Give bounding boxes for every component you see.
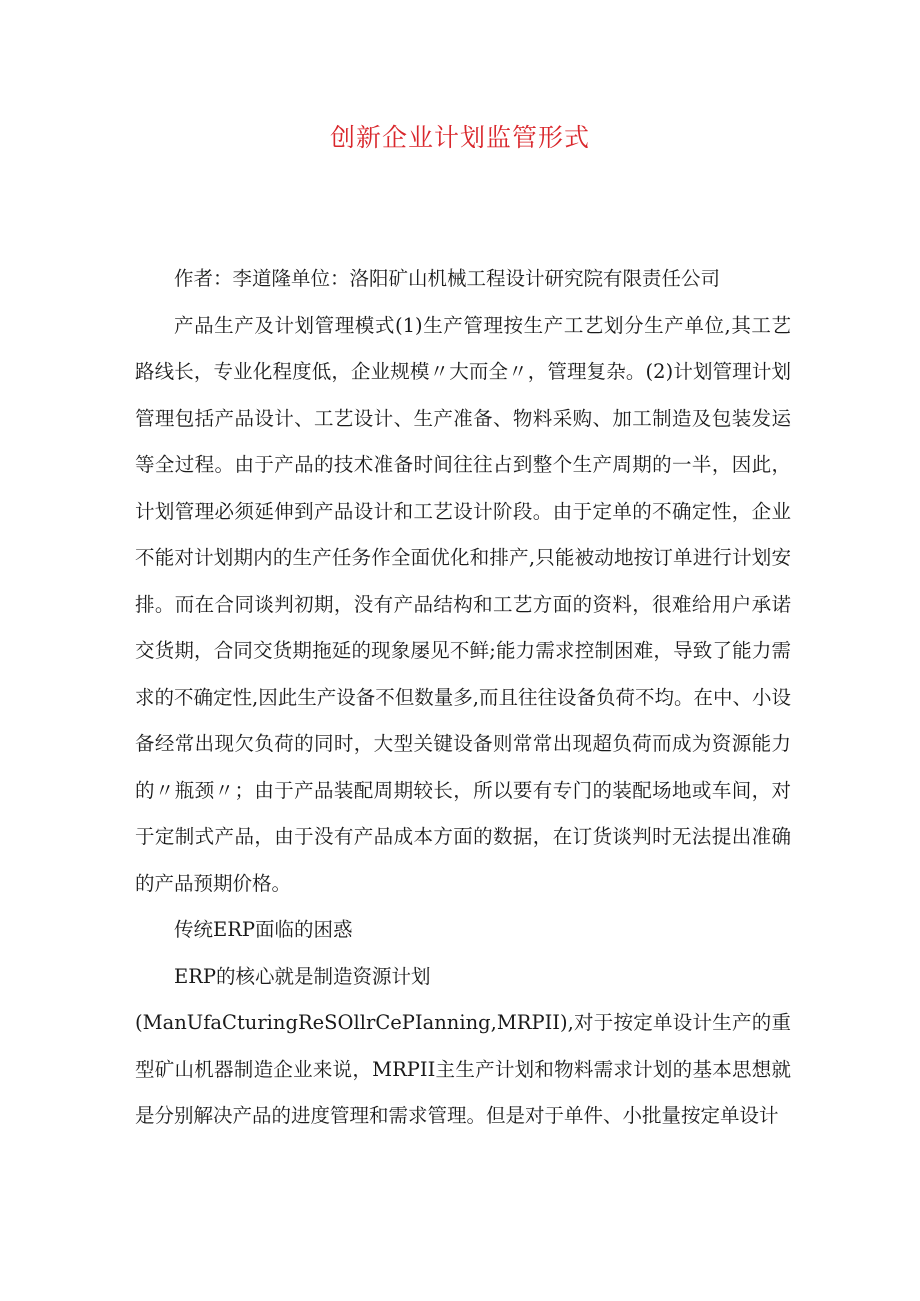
author-line: 作者：李道隆单位：洛阳矿山机械工程设计研究院有限责任公司 (174, 267, 721, 290)
document-body (135, 256, 791, 1140)
paragraph-production-planning: 产品生产及计划管理模式(1)生产管理按生产工艺划分生产单位,其工艺路线长，专业化程度低，企业规模〃大而全〃，管理复杂。(2)计划管理计划管理包括产品设计、工艺设计、生产准备、物料采购、加工制造及包装发运等全过程。由于产品的技术准备时间往往占到整个生产周期的一半，因此，计划管理必须延伸到产品设计和工艺设计阶段。由于定单的不确定性，企业不能对计划期内的生产任务作全面优化和排产,只能被动地按订单进行计划安排。而在合同谈判初期，没有产品结构和工艺方面的资料，很难给用户承诺交货期，合同交货期拖延的现象屡见不鲜;能力需求控制困难，导致了能力需求的不确定性,因此生产设备不但数量多,而且往往设备负荷不均。在中、小设备经常出现欠负荷的同时，大型关键设备则常常出现超负荷而成为资源能力的〃瓶颈〃；由于产品装配周期较长，所以要有专门的装配场地或车间，对于定制式产品，由于没有产品成本方面的数据，在订货谈判时无法提出准确的产品预期价格。 (135, 313, 791, 895)
section-heading-erp-challenges: 传统ERP面临的困惑 (174, 918, 353, 941)
paragraph-mrpii: (ManUfaCturingReSOllrCePIanning,MRPII),对于按定单设计生产的重型矿山机器制造企业来说，MRPII主生产计划和物料需求计划的基本思想就是分别解决产品的进度管理和需求管理。但是对于单件、小批量按定单设计 (135, 1011, 791, 1127)
document-title: 创新企业计划监管形式 (329, 123, 590, 152)
paragraph-erp-core: ERP的核心就是制造资源计划 (174, 964, 431, 988)
